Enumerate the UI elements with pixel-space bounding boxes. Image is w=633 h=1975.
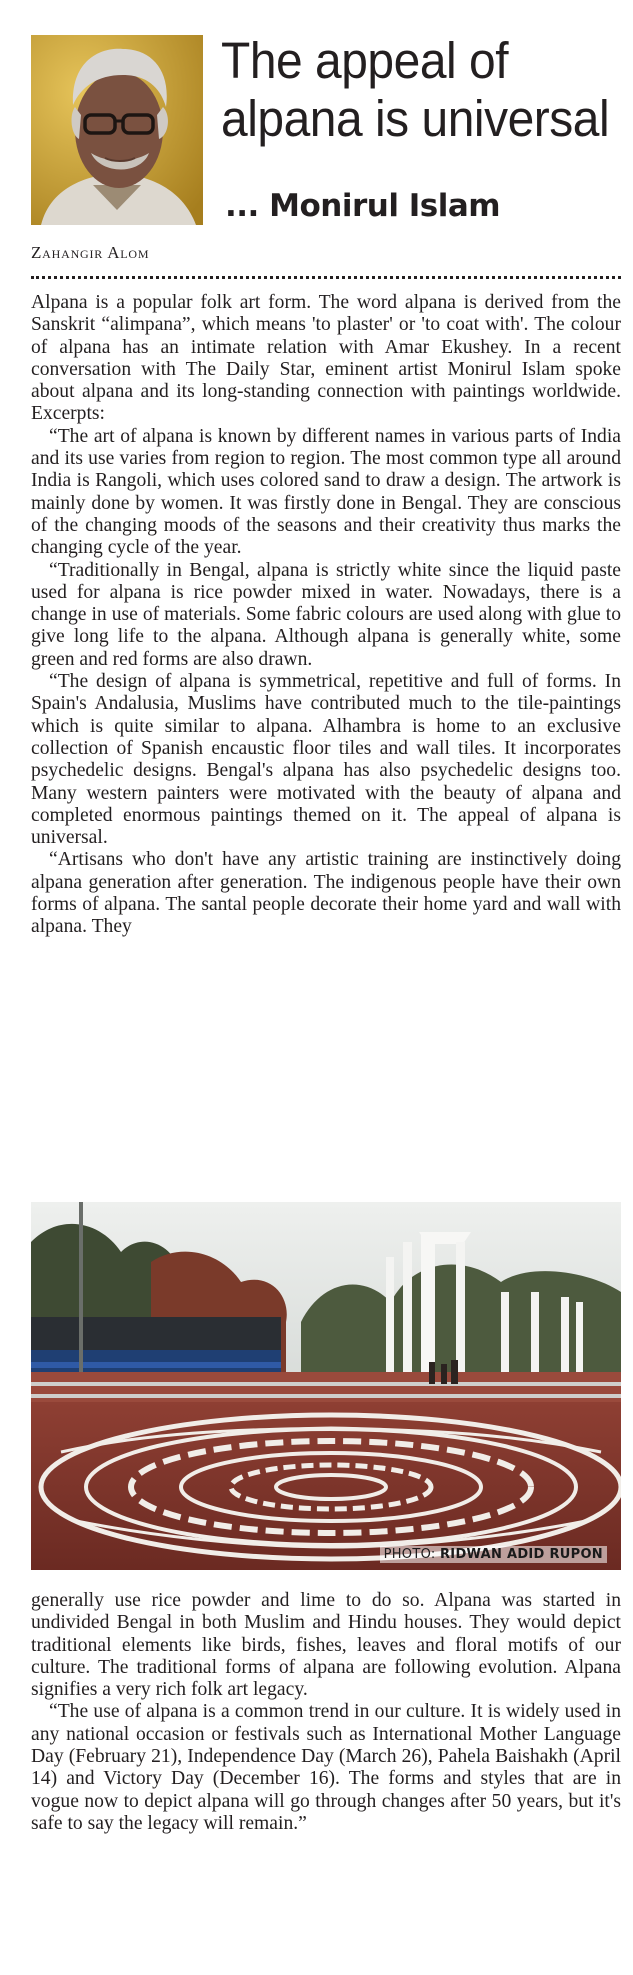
author-portrait bbox=[31, 35, 203, 225]
paragraph: “The use of alpana is a common trend in our culture. It is widely used in any national occasion or festivals such as International Mother Language Day (February 21), Independence Day (March 26), Pahela Baishakh (April 14) and Victory Day (December 16). The forms and styles that are in vogue now to depict alpana will go through changes after 50 years, but it's safe to say the legacy will remain.” bbox=[31, 1701, 621, 1834]
paragraph: “The art of alpana is known by different names in various parts of India and its use varies from region to region. The most common type all around India is Rangoli, which uses colored sand to draw a design. The artwork is mainly done by women. It was firstly done in Bengal. They are conscious of the changing moods of the seasons and their creativity thus marks the changing cycle of the year. bbox=[31, 425, 621, 559]
paragraph: Alpana is a popular folk art form. The word alpana is derived from the Sanskrit “alimpana”, which means 'to plaster' or 'to coat with'. The colour of alpana has an intimate relation with Amar Ekushey. In a recent conversation with The Daily Star, eminent artist Monirul Islam spoke about alpana and its long-standing connection with paintings worldwide. Excerpts: bbox=[31, 292, 621, 425]
paragraph: “The design of alpana is symmetrical, repetitive and full of forms. In Spain's Andalusia, Muslims have contributed much to the tile-paintings which is quite similar to alpana. Alhambra is home to an exclusive collection of Spanish encaustic floor tiles and wall tiles. It incorporates psychedelic designs. Bengal's alpana has also psychedelic designs too. Many western painters were motivated with the beauty of alpana and completed enormous paintings themed on it. The appeal of alpana is universal. bbox=[31, 671, 621, 849]
photo-credit bbox=[380, 1546, 607, 1563]
photo-credit-name: RIDWAN ADID RUPON bbox=[440, 1547, 603, 1562]
headline-line-2: alpana is universal bbox=[221, 90, 610, 147]
paragraph: generally use rice powder and lime to do so. Alpana was started in undivided Bengal in both Muslim and Hindu houses. They would depict traditional elements like birds, fishes, leaves and floral motifs of our culture. The traditional forms of alpana are following evolution. Alpana signifies a very rich folk art legacy. bbox=[31, 1590, 621, 1701]
headline bbox=[221, 32, 608, 148]
subhead: ... Monirul Islam bbox=[225, 188, 501, 224]
paragraph: “Traditionally in Bengal, alpana is strictly white since the liquid paste used for alpana is rice powder mixed in water. Nowadays, there is a change in use of materials. Some fabric colours are used along with glue to give long life to the alpana. Although alpana is generally white, some green and red forms are also drawn. bbox=[31, 559, 621, 670]
byline: Zahangir Alom bbox=[31, 243, 150, 262]
article-body-bottom bbox=[31, 1590, 621, 1930]
headline-line-1: The appeal of bbox=[221, 32, 509, 89]
paragraph: “Artisans who don't have any artistic training are instinctively doing alpana generation after generation. The indigenous people have their own forms of alpana. The santal people decorate their home yard and wall with alpana. They bbox=[31, 849, 621, 938]
dotted-divider bbox=[31, 276, 621, 279]
article-body-top bbox=[31, 292, 621, 1218]
photo-credit-prefix: PHOTO: bbox=[383, 1547, 436, 1562]
alpana-photo bbox=[31, 1202, 621, 1570]
